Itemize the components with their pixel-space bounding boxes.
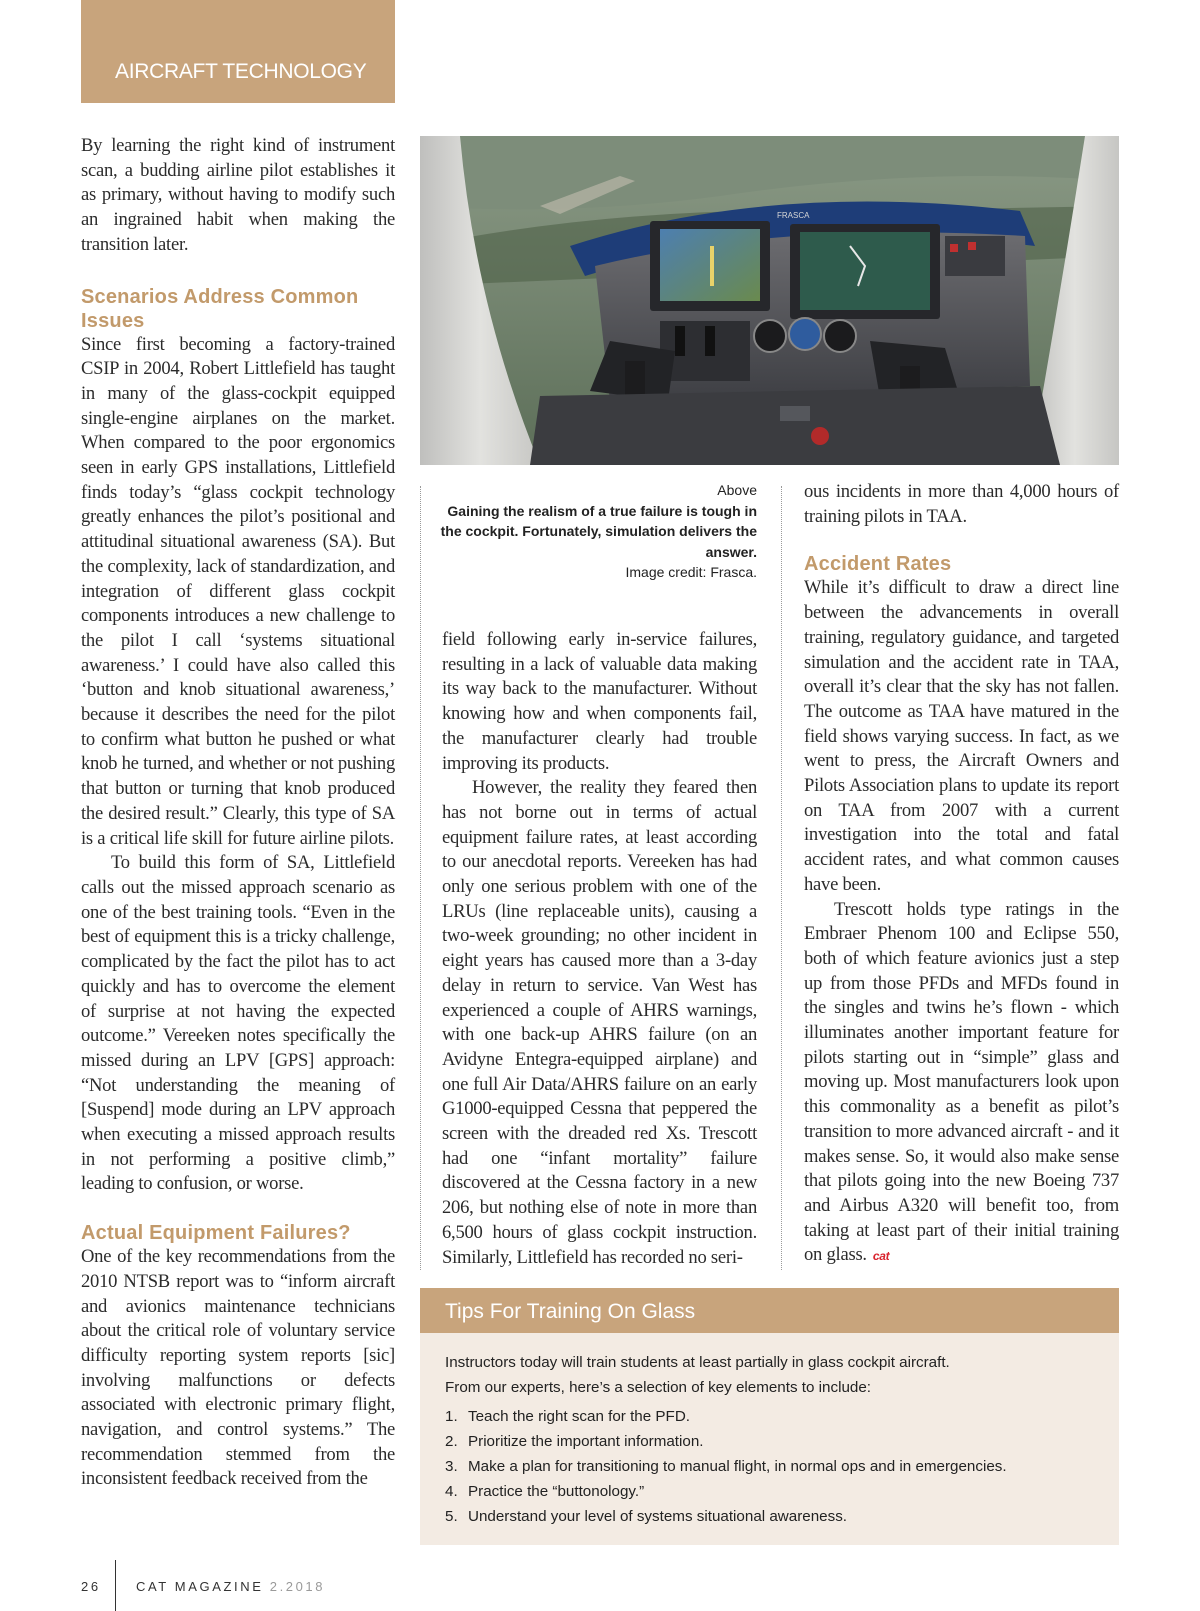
- scenarios-paragraph-2: To build this form of SA, Littlefield calls out the missed approach scenario as one of the best training tools. “Even in the best of equipment this is a tricky challenge, complicated by the fact the pilot has to act quickly and has to overcome the element of surprise at not having the expected outcome.” Vereeken notes specifically the missed during an LPV [GPS] approach: “Not understanding the meaning of [Suspend] mode during an LPV approach when executing a missed approach results in not performing a positive climb,” leading to confusion, or worse.: [81, 852, 395, 1195]
- accident-paragraph-2-text: Trescott holds type ratings in the Embraer Phenom 100 and Eclipse 550, both of which feature avionics just a step up from those PFDs and MFDs found in the singles and twins he’s flown - which illuminates another important feature for pilots starting out in “simple” glass and moving up. Most manufacturers look upon this commonality as a benefit as pilot’s transition to more advanced aircraft - and it makes sense. So, it would also make sense that pilots going into the new Boeing 737 and Airbus A320 will benefit too, from taking at least part of their initial training on glass.: [804, 898, 1119, 1266]
- heading-accident-rates: Accident Rates: [804, 553, 952, 576]
- page-number: 26: [81, 1579, 101, 1594]
- sidebar-body: [420, 1333, 1119, 1529]
- sidebar-title: Tips For Training On Glass: [420, 1288, 1119, 1333]
- pfd-screen: [650, 221, 770, 311]
- tips-list: [445, 1404, 1094, 1529]
- mfd-screen: [790, 224, 940, 319]
- panel-label: FRASCA: [777, 211, 810, 220]
- magazine-title: CAT MAGAZINE: [136, 1579, 264, 1594]
- accident-paragraph-2: [804, 898, 1119, 1270]
- column-3: [804, 480, 1119, 1269]
- list-item: 4. Practice the “buttonology.”: [445, 1483, 645, 1500]
- failures-paragraph-1: One of the key recommendations from the 2010 NTSB report was to “inform aircraft and avionics maintenance technicians about the critical role of voluntary service difficulty reporting system reports [sic] involving malfunctions or defects associated with electronic primary flight, navigation, and control systems.” The recommendation stemmed from the inconsistent feedback received from the: [81, 1246, 395, 1490]
- sidebar-intro-line-1: Instructors today will train students at least partially in glass cockpit aircraft.: [445, 1354, 950, 1371]
- accident-paragraph-1: While it’s difficult to draw a direct line between the advancements in overall training, regulatory guidance, and targeted simulation and the accident rate in TAA, overall it’s clear that the sky has not fallen. The outcome as TAA have matured in the field shows varying success. In fact, as we went to press, the Aircraft Owners and Pilots Association plans to update its report on TAA from 2007 with a current investigation into the total and fatal accident rates, and what common causes have been.: [804, 577, 1119, 895]
- column3-paragraph-0: ous incidents in more than 4,000 hours of training pilots in TAA.: [804, 481, 1119, 527]
- list-item: 5. Understand your level of systems situational awareness.: [445, 1508, 848, 1525]
- section-title: AIRCRAFT TECHNOLOGY: [115, 60, 367, 83]
- heading-scenarios: Scenarios Address Common Issues: [81, 285, 359, 332]
- caption-label: Above: [717, 482, 757, 498]
- caption-credit: Image credit: Frasca.: [625, 564, 757, 580]
- section-tab: [81, 0, 395, 103]
- column2-paragraph-2: However, the reality they feared then has not borne out in terms of actual equipment failure rates, at least according to our anecdotal reports. Vereeken has had only one serious problem with one of the LRUs (line replaceable units), causing a two-week grounding; no other incident in eight years has caused more than a 3-day delay in return to service. Van West has experienced a couple of AHRS warnings, with one back-up AHRS failure (on an Avidyne Entegra-equipped airplane) and one full Air Data/AHRS failure on an early G1000-equipped Cessna that peppered the screen with the dreaded red Xs. Trescott had one “infant mortality” failure discovered at the Cessna factory in a new 206, but nothing else of note in more than 6,500 hours of glass cockpit instruction. Similarly, Littlefield has recorded no seri-: [442, 777, 757, 1268]
- cockpit-illustration: [420, 136, 1119, 465]
- list-item: 2. Prioritize the important information.: [445, 1433, 704, 1450]
- column2-paragraph-1: field following early in-service failures, resulting in a lack of valuable data making its way back to the manufacturer. Without knowing how and when components fail, the manufacturer clearly had trouble improving its products.: [442, 629, 757, 774]
- list-item: 1. Teach the right scan for the PFD.: [445, 1408, 691, 1425]
- issue-date: 2.2018: [269, 1579, 326, 1594]
- intro-paragraph: By learning the right kind of instrument scan, a budding airline pilot establishes it as primary, without having to modify such an ingrained habit when making the transition later.: [81, 135, 395, 255]
- column-divider-left: [420, 486, 421, 1270]
- tips-sidebar: [420, 1288, 1119, 1545]
- heading-failures: Actual Equipment Failures?: [81, 1222, 351, 1245]
- magazine-name: [136, 1579, 325, 1594]
- caption-text: Gaining the realism of a true failure is tough in the cockpit. Fortunately, simulation delivers the answer.: [440, 502, 757, 560]
- column-1: [81, 134, 395, 1492]
- photo-caption: [440, 480, 757, 583]
- scenarios-paragraph-1: Since first becoming a factory-trained CSIP in 2004, Robert Littlefield has taught in many of the glass-cockpit equipped single-engine airplanes on the market. When compared to the poor ergonomics seen in early GPS installations, Littlefield finds today’s “glass cockpit technology greatly enhances the pilot’s positional and attitudinal situational awareness (SA). But the complexity, lack of standardization, and integration of different glass cockpit components introduces a new challenge to the pilot I call ‘systems situational awareness.’ I could have also called this ‘button and knob situational awareness,’ because it describes the need for the pilot to confirm what button he pushed or what knob he turned, and whether or not pushing that button or turning that knob produced the desired result.” Clearly, this type of SA is a critical life skill for future airline pilots.: [81, 333, 395, 849]
- column-2: [442, 628, 757, 1270]
- sidebar-intro-line-2: From our experts, here’s a selection of key elements to include:: [445, 1379, 872, 1396]
- cockpit-photo: [420, 136, 1119, 465]
- end-mark-logo: cat: [872, 1249, 890, 1264]
- footer-rule: [115, 1560, 116, 1611]
- list-item: 3. Make a plan for transitioning to manual flight, in normal ops and in emergencies.: [445, 1458, 1007, 1475]
- column-divider-right: [781, 486, 782, 1270]
